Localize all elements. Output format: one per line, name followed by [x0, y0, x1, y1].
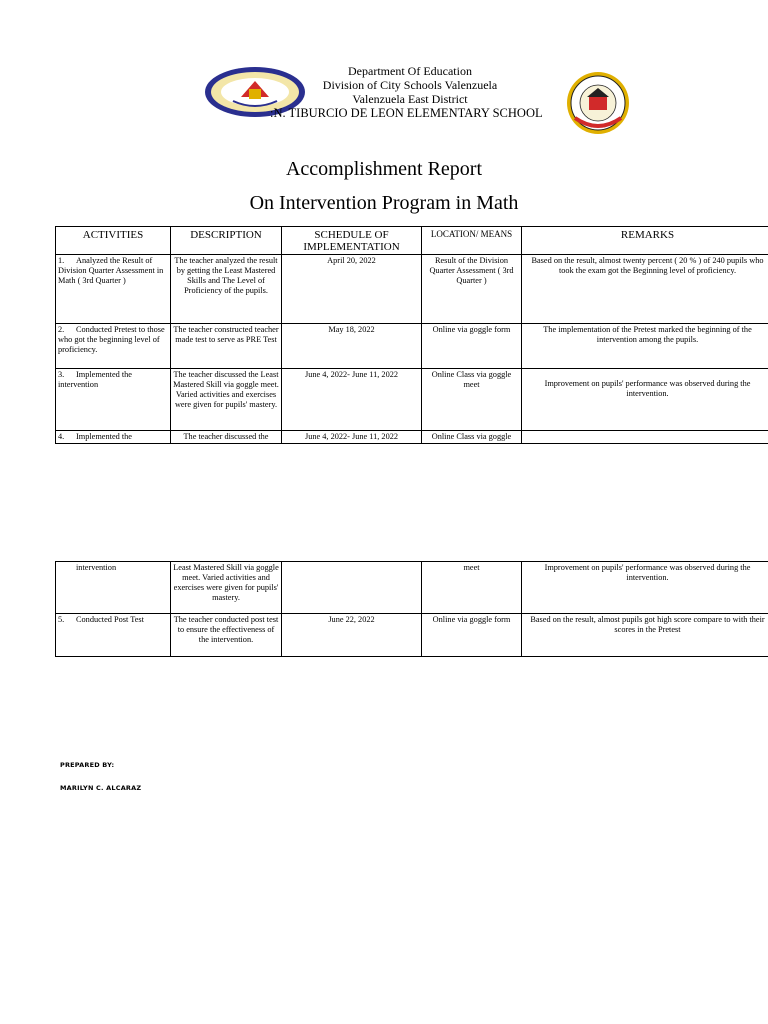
remarks-cell [522, 431, 768, 444]
remarks-cell: Based on the result, almost pupils got high score compare to with their scores in the Pretest [522, 614, 768, 657]
activity-cell: 4. Implemented the [56, 431, 171, 444]
schedule-cell: June 4, 2022- June 11, 2022 [282, 431, 422, 444]
remarks-cell: Improvement on pupils' performance was observed during the intervention. [522, 562, 768, 614]
header-schedule: SCHEDULE OF IMPLEMENTATION [282, 227, 422, 255]
seal-of-excellence-icon [565, 70, 631, 136]
description-cell: The teacher discussed the Least Mastered Skill via goggle meet. Varied activities and exercises were given for pupils' mastery. [171, 369, 282, 431]
description-cell: The teacher discussed the [171, 431, 282, 444]
activity-cell: 1. Analyzed the Result of Division Quarter Assessment in Math ( 3rd Quarter ) [56, 255, 171, 324]
location-cell: Online via goggle form [422, 614, 522, 657]
header-description: DESCRIPTION [171, 227, 282, 255]
location-cell: Online Class via goggle [422, 431, 522, 444]
description-cell: The teacher constructed teacher made test to serve as PRE Test [171, 324, 282, 369]
location-cell: Online Class via goggle meet [422, 369, 522, 431]
table-row [56, 324, 768, 369]
activity-cell: 5. Conducted Post Test [56, 614, 171, 657]
schedule-cell: May 18, 2022 [282, 324, 422, 369]
department-name: Department Of Education [348, 64, 472, 78]
remarks-cell: Based on the result, almost twenty percent ( 20 % ) of 240 pupils who took the exam got the Beginning level of proficiency. [522, 255, 768, 324]
description-cell: The teacher analyzed the result by getting the Least Mastered Skills and The Level of Proficiency of the pupils. [171, 255, 282, 324]
table-row [56, 369, 768, 431]
activity-cell: 3. Implemented the intervention [56, 369, 171, 431]
activity-cell: intervention [56, 562, 171, 614]
description-cell: Least Mastered Skill via goggle meet. Varied activities and exercises were given for pupils' mastery. [171, 562, 282, 614]
school-name: :N. TIBURCIO DE LEON ELEMENTARY SCHOOL [270, 106, 543, 120]
schedule-cell: April 20, 2022 [282, 255, 422, 324]
header-activities: ACTIVITIES [56, 227, 171, 255]
accomplishment-table [55, 226, 768, 444]
schedule-cell: June 4, 2022- June 11, 2022 [282, 369, 422, 431]
location-cell: Result of the Division Quarter Assessment ( 3rd Quarter ) [422, 255, 522, 324]
location-cell: Online via goggle form [422, 324, 522, 369]
report-subtitle: On Intervention Program in Math [249, 192, 519, 214]
accomplishment-table-continued [55, 561, 768, 657]
table-row [56, 614, 768, 657]
division-name: Division of City Schools Valenzuela [322, 78, 498, 92]
table-row [56, 562, 768, 614]
activity-cell: 2. Conducted Pretest to those who got the beginning level of proficiency. [56, 324, 171, 369]
table-header-row [56, 227, 768, 255]
location-cell: meet [422, 562, 522, 614]
report-title: Accomplishment Report [285, 158, 483, 180]
district-name: Valenzuela East District [352, 92, 468, 106]
remarks-cell: Improvement on pupils' performance was observed during the intervention. [522, 369, 768, 431]
preparer-name: MARILYN C. ALCARAZ [60, 784, 142, 792]
description-cell: The teacher conducted post test to ensure the effectiveness of the intervention. [171, 614, 282, 657]
header-remarks: REMARKS [522, 227, 768, 255]
table-row [56, 255, 768, 324]
prepared-by-label: PREPARED BY: [60, 761, 115, 769]
table-row [56, 431, 768, 444]
remarks-cell: The implementation of the Pretest marked the beginning of the intervention among the pupils. [522, 324, 768, 369]
schedule-cell: June 22, 2022 [282, 614, 422, 657]
header-location: LOCATION/ MEANS [422, 227, 522, 255]
school-header [270, 64, 543, 120]
schedule-cell [282, 562, 422, 614]
